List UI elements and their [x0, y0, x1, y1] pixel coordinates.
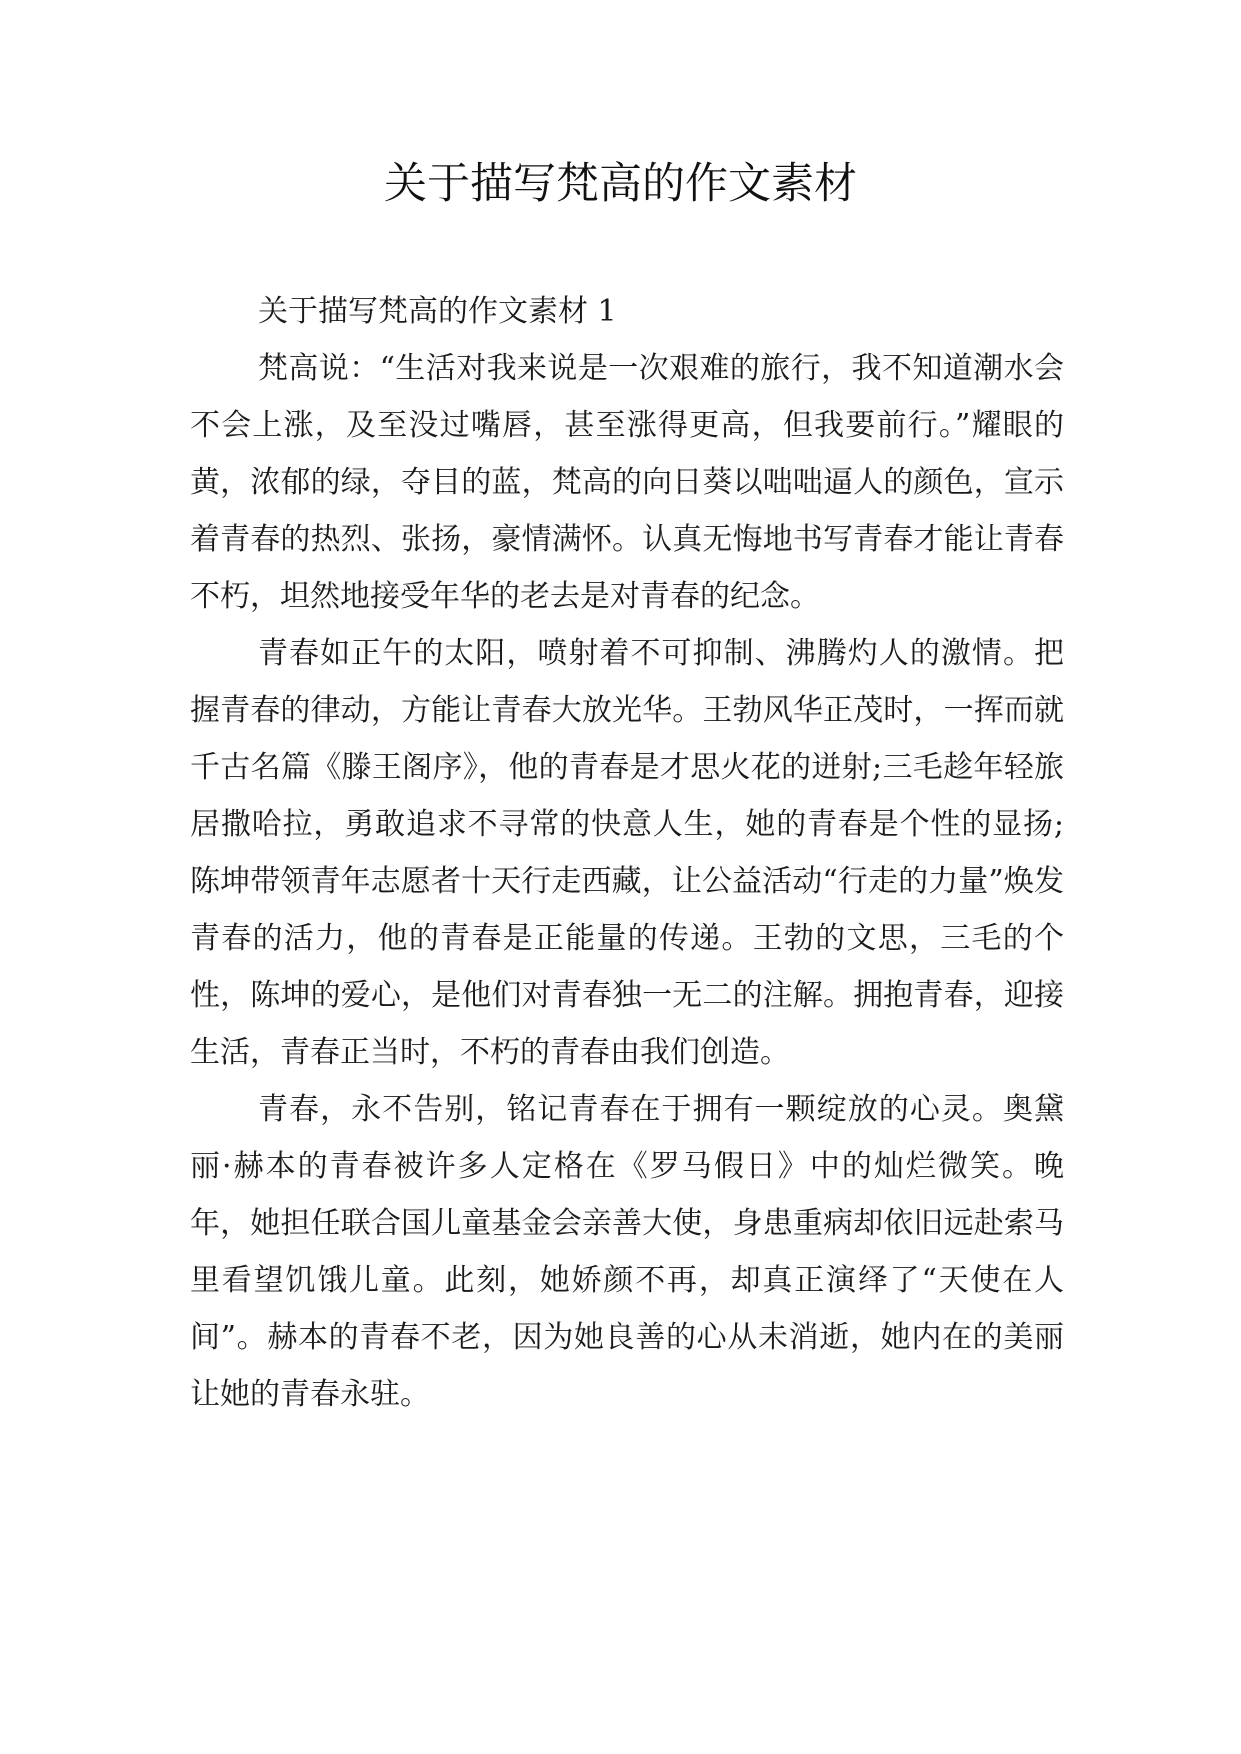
document-title: 关于描写梵高的作文素材	[384, 159, 857, 209]
paragraph-2: 青春如正午的太阳，喷射着不可抑制、沸腾灼人的激情。把握青春的律动，方能让青春大放光华。王勃风华正茂时，一挥而就千古名篇《滕王阁序》，他的青春是才思火花的迸射;三毛趁年轻旅居撒哈拉，勇敢追求不寻常的快意人生，她的青春是个性的显扬;陈坤带领青年志愿者十天行走西藏，让公益活动“行走的力量”焕发青春的活力，他的青春是正能量的传递。王勃的文思，三毛的个性，陈坤的爱心，是他们对青春独一无二的注解。拥抱青春，迎接生活，青春正当时，不朽的青春由我们创造。	[190, 636, 1064, 1070]
document-body	[190, 283, 1064, 1423]
paragraph-3: 青春，永不告别，铭记青春在于拥有一颗绽放的心灵。奥黛丽·赫本的青春被许多人定格在《罗马假日》中的灿烂微笑。晚年，她担任联合国儿童基金会亲善大使，身患重病却依旧远赴索马里看望饥饿儿童。此刻，她娇颜不再，却真正演绎了“天使在人间”。赫本的青春不老，因为她良善的心从未消逝，她内在的美丽让她的青春永驻。	[190, 1092, 1064, 1412]
section-heading: 关于描写梵高的作文素材 1	[258, 294, 617, 329]
paragraph-1: 梵高说：“生活对我来说是一次艰难的旅行，我不知道潮水会不会上涨，及至没过嘴唇，甚至涨得更高，但我要前行。”耀眼的黄，浓郁的绿，夺目的蓝，梵高的向日葵以咄咄逼人的颜色，宣示着青春的热烈、张扬，豪情满怀。认真无悔地书写青春才能让青春不朽，坦然地接受年华的老去是对青春的纪念。	[190, 351, 1064, 614]
